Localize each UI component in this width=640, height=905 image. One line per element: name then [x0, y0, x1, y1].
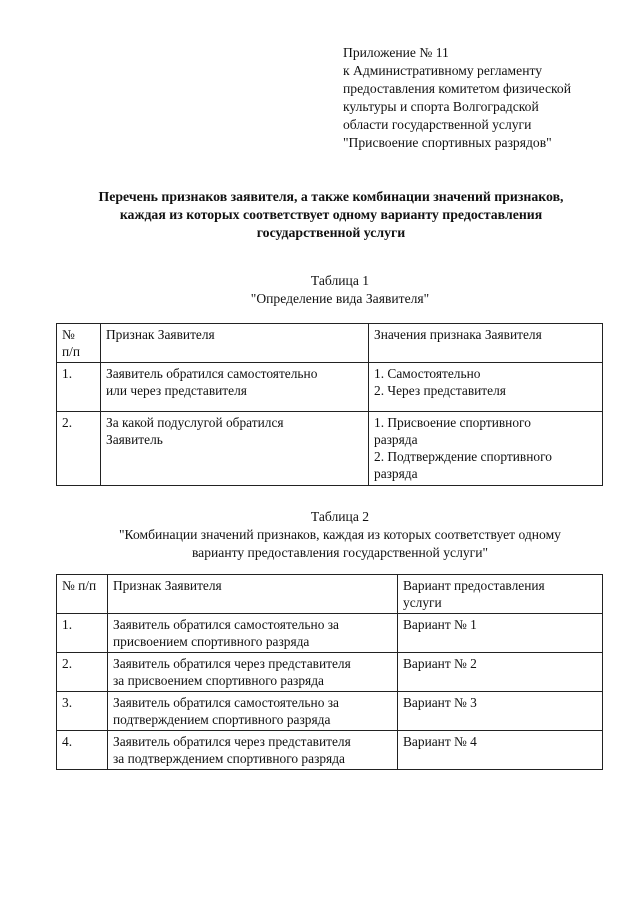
- row-values-text: 1. Присвоение спортивного: [374, 415, 531, 430]
- header-num-cell: [57, 575, 108, 614]
- row-num-cell: [57, 412, 101, 486]
- row-variant-text: Вариант № 1: [403, 617, 477, 632]
- table-row: [57, 692, 603, 731]
- row-values-text: 2. Подтверждение спортивного: [374, 449, 552, 464]
- title-line: государственной услуги: [256, 225, 406, 240]
- row-variant-text: Вариант № 3: [403, 695, 477, 710]
- header-values-cell: [369, 324, 603, 363]
- appendix-line: к Административному регламенту: [343, 63, 543, 78]
- row-num-text: 2.: [62, 656, 73, 671]
- table-row: [57, 614, 603, 653]
- table-row: [57, 363, 603, 412]
- table1-caption-line: "Определение вида Заявителя": [250, 291, 430, 306]
- header-num-text: №: [62, 327, 75, 342]
- row-feature-text: Заявитель обратился самостоятельно за: [113, 695, 339, 710]
- row-num-cell: [57, 363, 101, 412]
- header-feature-cell: [101, 324, 369, 363]
- table1-caption-line: Таблица 1: [310, 273, 370, 288]
- table-row: [57, 412, 603, 486]
- row-feature-text: Заявитель обратился самостоятельно: [106, 366, 318, 381]
- document-title: [40, 188, 622, 242]
- title-line: Перечень признаков заявителя, а также комбинации значений признаков,: [98, 189, 564, 204]
- row-values-cell: [369, 363, 603, 412]
- header-feature-cell: [108, 575, 398, 614]
- row-feature-text: Заявитель обратился через представителя: [113, 656, 351, 671]
- appendix-line: области государственной услуги: [343, 117, 532, 132]
- row-num-cell: [57, 692, 108, 731]
- row-num-text: 1.: [62, 617, 73, 632]
- appendix-header: [343, 44, 628, 152]
- table-header-row: [57, 324, 603, 363]
- header-variant-text: услуги: [403, 595, 442, 610]
- row-variant-cell: [398, 692, 603, 731]
- appendix-line: предоставления комитетом физической: [343, 81, 571, 96]
- row-feature-cell: [108, 692, 398, 731]
- row-feature-text: присвоением спортивного разряда: [113, 634, 310, 649]
- header-num-text: № п/п: [62, 578, 97, 593]
- row-feature-text: Заявитель обратился через представителя: [113, 734, 351, 749]
- row-feature-text: или через представителя: [106, 383, 247, 398]
- appendix-line: культуры и спорта Волгоградской: [343, 99, 539, 114]
- applicant-type-table: [56, 323, 603, 486]
- appendix-line: Приложение № 11: [343, 45, 449, 60]
- row-values-text: 2. Через представителя: [374, 383, 506, 398]
- row-num-cell: [57, 731, 108, 770]
- appendix-line: "Присвоение спортивных разрядов": [343, 135, 552, 150]
- row-feature-text: за присвоением спортивного разряда: [113, 673, 324, 688]
- row-num-cell: [57, 653, 108, 692]
- header-num-cell: [57, 324, 101, 363]
- row-feature-text: За какой подуслугой обратился: [106, 415, 284, 430]
- table-row: [57, 653, 603, 692]
- row-feature-text: за подтверждением спортивного разряда: [113, 751, 345, 766]
- header-variant-cell: [398, 575, 603, 614]
- row-feature-text: Заявитель обратился самостоятельно за: [113, 617, 339, 632]
- row-feature-cell: [101, 363, 369, 412]
- row-feature-cell: [108, 731, 398, 770]
- header-num-text: п/п: [62, 344, 81, 359]
- table1-caption: [40, 272, 640, 308]
- row-num-text: 1.: [62, 366, 73, 381]
- row-variant-text: Вариант № 2: [403, 656, 477, 671]
- table-row: [57, 731, 603, 770]
- row-num-text: 4.: [62, 734, 73, 749]
- table2-caption-line: Таблица 2: [310, 509, 370, 524]
- title-line: каждая из которых соответствует одному варианту предоставления: [119, 207, 543, 222]
- row-values-cell: [369, 412, 603, 486]
- row-feature-cell: [108, 653, 398, 692]
- table2-caption-line: "Комбинации значений признаков, каждая из которых соответствует одному: [119, 527, 561, 542]
- row-values-text: 1. Самостоятельно: [374, 366, 481, 381]
- row-num-text: 2.: [62, 415, 73, 430]
- row-variant-cell: [398, 731, 603, 770]
- variants-table: [56, 574, 603, 770]
- header-variant-text: Вариант предоставления: [403, 578, 545, 593]
- header-feature-text: Признак Заявителя: [106, 327, 215, 342]
- row-num-cell: [57, 614, 108, 653]
- row-variant-text: Вариант № 4: [403, 734, 477, 749]
- row-variant-cell: [398, 653, 603, 692]
- header-values-text: Значения признака Заявителя: [374, 327, 542, 342]
- table2-caption-line: варианту предоставления государственной услуги": [191, 545, 489, 560]
- row-variant-cell: [398, 614, 603, 653]
- row-values-text: разряда: [374, 432, 418, 447]
- table-header-row: [57, 575, 603, 614]
- header-feature-text: Признак Заявителя: [113, 578, 222, 593]
- table2-caption: [40, 508, 640, 562]
- row-feature-text: Заявитель: [106, 432, 163, 447]
- row-values-text: разряда: [374, 466, 418, 481]
- row-feature-text: подтверждением спортивного разряда: [113, 712, 331, 727]
- row-feature-cell: [108, 614, 398, 653]
- row-num-text: 3.: [62, 695, 73, 710]
- row-feature-cell: [101, 412, 369, 486]
